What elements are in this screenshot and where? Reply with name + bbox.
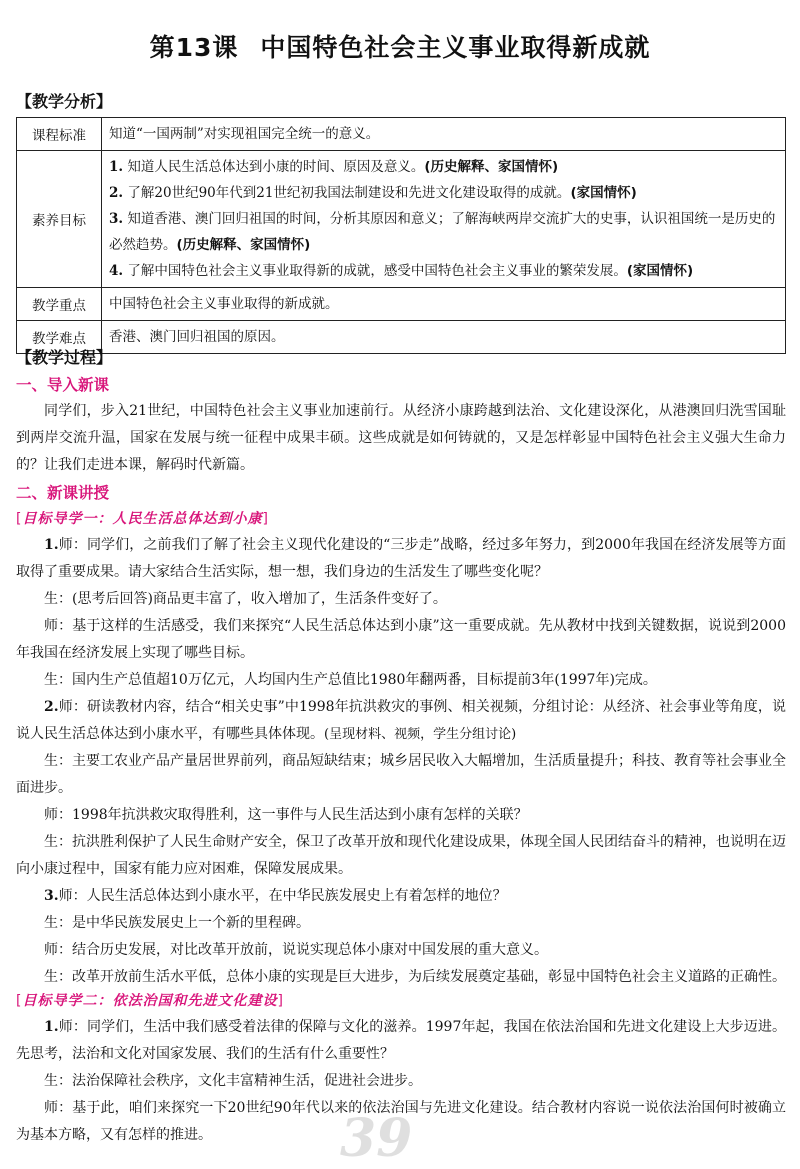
paragraph: 师：基于此，咱们来探究一下20世纪90年代以来的依法治国与先进文化建设。结合教材内容说一说依法治国何时被确立为基本方略，又有怎样的推进。 [16,1100,786,1143]
teaching-analysis-table [16,117,786,354]
teaching-process-heading: 【教学过程】 [16,348,113,367]
goal1-paragraphs [16,532,786,991]
paragraph: 3.师：人民生活总体达到小康水平，在中华民族发展史上有着怎样的地位？ [44,888,507,904]
table-row [17,321,786,354]
intro-paragraph: 同学们，步入21世纪，中国特色社会主义事业加速前行。从经济小康跨越到法治、文化建设深化，从港澳回归洗雪国耻到两岸交流升温，国家在发展与统一征程中成果丰硕。这些成就是如何铸就的，又是怎样彰显中国特色社会主义强大生命力的？让我们走进本课，解码时代新篇。 [16,403,786,473]
table-cell-standard: 知道“一国两制”对实现祖国完全统一的意义。 [102,118,786,151]
paragraph: 师：1998年抗洪救灾取得胜利，这一事件与人民生活达到小康有怎样的关联？ [44,807,528,823]
paragraph: 生：抗洪胜利保护了人民生命财产安全，保卫了改革开放和现代化建设成果，体现全国人民团结奋斗的精神，也说明在迈向小康过程中，国家有能力应对困难，保障发展成果。 [16,834,786,877]
teaching-analysis-heading: 【教学分析】 [16,92,113,111]
page-number: 39 [340,1108,413,1169]
table-cell-key-point: 中国特色社会主义事业取得的新成就。 [102,288,786,321]
table-row [17,118,786,151]
paragraph: 生：法治保障社会秩序，文化丰富精神生活，促进社会进步。 [44,1073,422,1089]
table-label-standard: 课程标准 [17,118,102,151]
table-row [17,151,786,288]
goal-item: 3. 知道香港、澳门回归祖国的时间，分析其原因和意义；了解海峡两岸交流扩大的史事，认识祖国统一是历史的必然趋势。(历史解释、家国情怀) [109,211,776,253]
new-lesson-heading: 二、新课讲授 [16,484,110,502]
table-label-difficulty: 教学难点 [17,321,102,354]
intro-paragraph-block [16,398,786,479]
goal2-banner: [目标导学二：依法治国和先进文化建设] [16,993,284,1009]
goal-item: 2. 了解20世纪90年代到21世纪初我国法制建设和先进文化建设取得的成就。(家国情怀) [109,185,637,201]
goal-item: 4. 了解中国特色社会主义事业取得新的成就，感受中国特色社会主义事业的繁荣发展。(家国情怀) [109,263,694,279]
paragraph: 生：改革开放前生活水平低，总体小康的实现是巨大进步，为后续发展奠定基础，彰显中国特色社会主义道路的正确性。 [44,969,786,985]
intro-heading: 一、导入新课 [16,376,110,394]
paragraph: 1.师：同学们，之前我们了解了社会主义现代化建设的“三步走”战略，经过多年努力，到2000年我国在经济发展等方面取得了重要成果。请大家结合生活实际，想一想，我们身边的生活发生了哪些变化呢？ [16,537,786,580]
paragraph: 生：(思考后回答)商品更丰富了，收入增加了，生活条件变好了。 [44,591,447,607]
paragraph: 1.师：同学们，生活中我们感受着法律的保障与文化的滋养。1997年起，我国在依法治国和先进文化建设上大步迈进。先思考，法治和文化对国家发展、我们的生活有什么重要性？ [16,1019,786,1062]
page-title [0,28,800,64]
paragraph: 2.师：研读教材内容，结合“相关史事”中1998年抗洪救灾的事例、相关视频，分组讨论：从经济、社会事业等角度，说说人民生活总体达到小康水平，有哪些具体体现。(呈现材料、视频，学生分组讨论) [16,699,786,742]
table-cell-goals [102,151,786,288]
paragraph: 师：结合历史发展，对比改革开放前，说说实现总体小康对中国发展的重大意义。 [44,942,548,958]
paragraph: 生：国内生产总值超10万亿元，人均国内生产总值比1980年翻两番，目标提前3年(1997年)完成。 [44,672,657,688]
table-label-key-point: 教学重点 [17,288,102,321]
table-row [17,288,786,321]
goal-item: 1. 知道人民生活总体达到小康的时间、原因及意义。(历史解释、家国情怀) [109,159,559,175]
paragraph: 生：是中华民族发展史上一个新的里程碑。 [44,915,310,931]
lesson-number: 第13课 [149,33,239,62]
goal1-banner: [目标导学一：人民生活总体达到小康] [16,511,269,527]
table-label-goals: 素养目标 [17,151,102,288]
paragraph: 师：基于这样的生活感受，我们来探究“人民生活总体达到小康”这一重要成就。先从教材中找到关键数据，说说到2000年我国在经济发展上实现了哪些目标。 [16,618,786,661]
paragraph: 生：主要工农业产品产量居世界前列，商品短缺结束；城乡居民收入大幅增加，生活质量提升；科技、教育等社会事业全面进步。 [16,753,786,796]
lesson-name: 中国特色社会主义事业取得新成就 [260,33,651,62]
table-cell-difficulty: 香港、澳门回归祖国的原因。 [102,321,786,354]
